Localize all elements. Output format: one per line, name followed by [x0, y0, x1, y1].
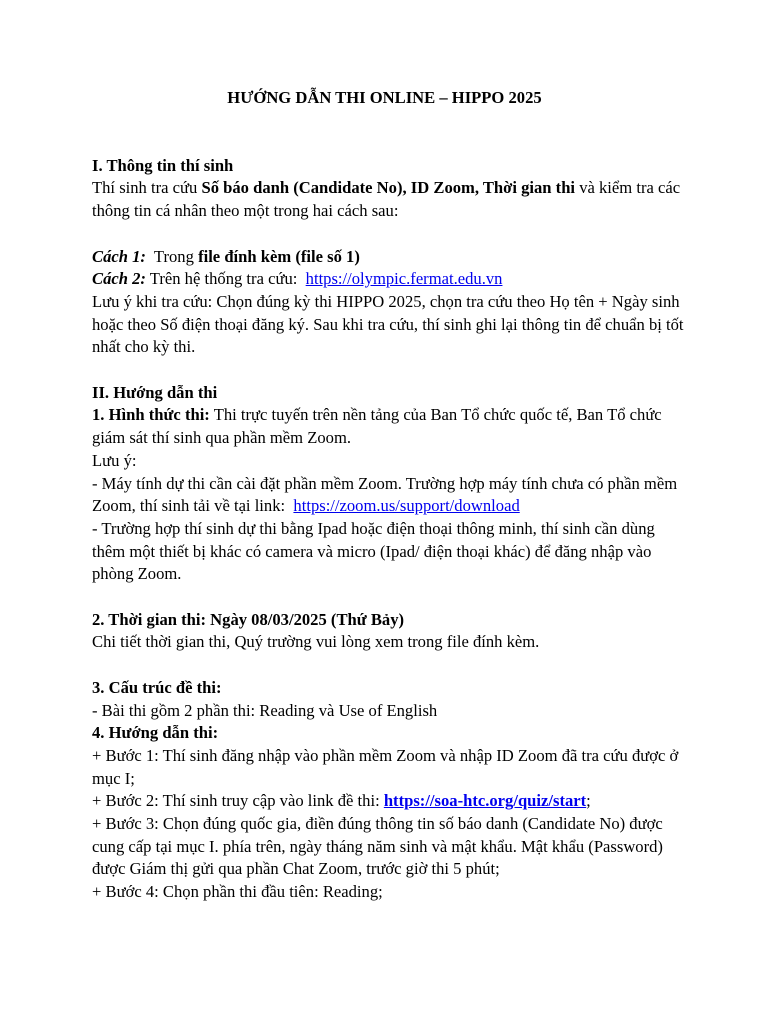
document-body — [92, 87, 692, 904]
method-1: Cách 1: Trong file đính kèm (file số 1) — [92, 246, 360, 266]
exam-time-detail: Chi tiết thời gian thi, Quý trường vui lòng xem trong file đính kèm. — [92, 632, 540, 652]
exam-guide-heading: 4. Hướng dẫn thi: — [92, 723, 219, 743]
quiz-link[interactable]: https://soa-htc.org/quiz/start — [383, 791, 587, 811]
step-3: + Bước 3: Chọn đúng quốc gia, điền đúng thông tin số báo danh (Candidate No) được cung cấp tại mục I. phía trên, ngày tháng năm sinh và mật khẩu. Mật khẩu (Password) được Giám thị gửi qua phần Chat Zoom, trước giờ thi 5 phút; — [92, 814, 663, 879]
exam-structure-heading: 3. Cấu trúc đề thi: — [92, 677, 222, 697]
note-bullet-2: - Trường hợp thí sinh dự thi bằng Ipad hoặc điện thoại thông minh, thí sinh cần dùng thêm một thiết bị khác có camera và micro (Ipad/ điện thoại khác) để đăng nhập vào phòng Zoom. — [92, 518, 655, 584]
section-2-heading: II. Hướng dẫn thi — [92, 382, 218, 402]
step-4: + Bước 4: Chọn phần thi đầu tiên: Reading; — [92, 882, 383, 902]
step-2: + Bước 2: Thí sinh truy cập vào link đề thi: https://soa-htc.org/quiz/start; — [92, 791, 591, 811]
exam-time-heading: 2. Thời gian thi: Ngày 08/03/2025 (Thứ Bảy) — [92, 609, 405, 629]
lookup-link[interactable]: https://olympic.fermat.edu.vn — [305, 269, 503, 289]
lookup-note: Lưu ý khi tra cứu: Chọn đúng kỳ thi HIPPO 2025, chọn tra cứu theo Họ tên + Ngày sinh hoặc theo Số điện thoại đăng ký. Sau khi tra cứu, thí sinh ghi lại thông tin để chuẩn bị tốt nhất cho kỳ thi. — [92, 291, 684, 357]
section-1-heading: I. Thông tin thí sinh — [92, 155, 234, 175]
document-title: HƯỚNG DẪN THI ONLINE – HIPPO 2025 — [227, 88, 542, 107]
exam-structure-detail: - Bài thi gồm 2 phần thi: Reading và Use of English — [92, 700, 438, 720]
zoom-download-link[interactable]: https://zoom.us/support/download — [293, 496, 520, 516]
exam-format: 1. Hình thức thi: Thi trực tuyến trên nền tảng của Ban Tổ chức quốc tế, Ban Tổ chức giám sát thí sinh qua phần mềm Zoom. — [92, 405, 662, 448]
section-1-intro: Thí sinh tra cứu Số báo danh (Candidate No), ID Zoom, Thời gian thi và kiểm tra các thông tin cá nhân theo một trong hai cách sau: — [92, 178, 681, 221]
method-2: Cách 2: Trên hệ thống tra cứu: https://olympic.fermat.edu.vn — [92, 269, 503, 289]
step-1: + Bước 1: Thí sinh đăng nhập vào phần mềm Zoom và nhập ID Zoom đã tra cứu được ở mục I; — [92, 745, 679, 788]
note-label: Lưu ý: — [92, 450, 137, 470]
note-bullet-1: - Máy tính dự thi cần cài đặt phần mềm Zoom. Trường hợp máy tính chưa có phần mềm Zoom, thí sinh tải về tại link: https://zoom.us/support/download — [92, 473, 682, 516]
